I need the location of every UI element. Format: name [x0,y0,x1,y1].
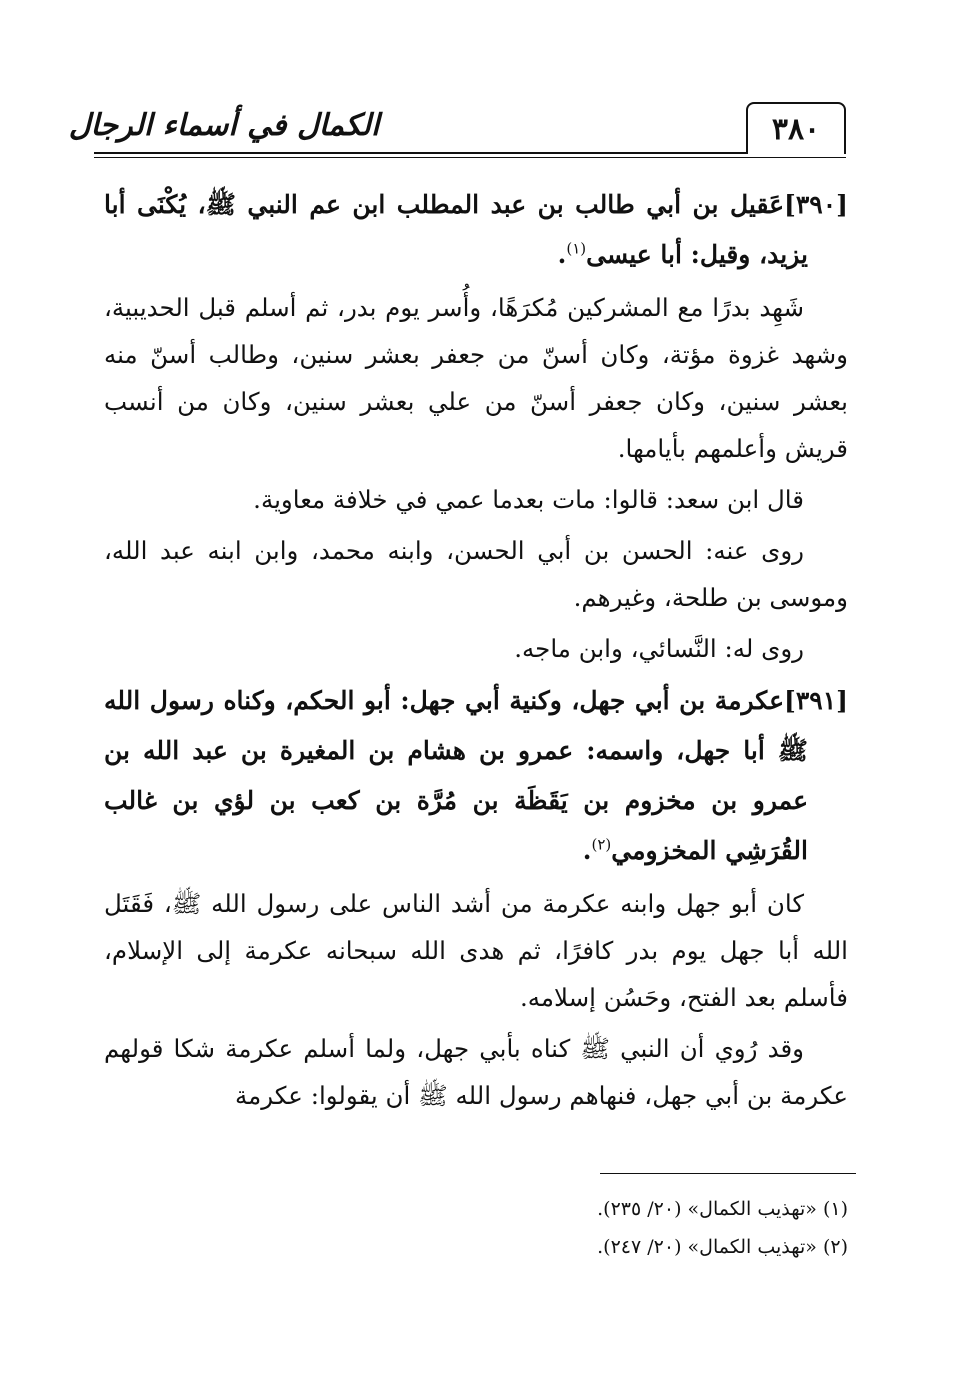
entry-heading [104,676,848,876]
body-paragraph: روى عنه: الحسن بن أبي الحسن، وابنه محمد، وابن ابنه عبد الله، وموسى بن طلحة، وغيرهم. [104,536,848,612]
heading-end: . [582,836,592,865]
page-body [104,180,848,1119]
footnote: (٢) «تهذيب الكمال» (٢٠/ ٢٤٧). [597,1236,848,1258]
entry-heading-text: عَقيل بن أبي طالب بن عبد المطلب ابن عم النبي ﷺ، يُكْنَى أبا يزيد، وقيل: أبا عيسى [104,190,808,269]
body-paragraph: قال ابن سعد: قالوا: مات بعدما عمي في خلافة معاوية. [253,485,804,514]
header-rule [94,152,846,154]
footnote: (١) «تهذيب الكمال» (٢٠/ ٢٣٥). [597,1198,848,1220]
body-paragraph: كان أبو جهل وابنه عكرمة من أشد الناس على رسول الله ﷺ، فَقَتَل الله أبا جهل يوم بدر كافرًا، ثم هدى الله سبحانه عكرمة إلى الإسلام، فأسلم بعد الفتح، وحَسُن إسلامه. [104,889,848,1012]
page-header [68,92,846,164]
entry-heading-text: عكرمة بن أبي جهل، وكنية أبي جهل: أبو الحكم، وكناه رسول الله ﷺ أبا جهل، واسمه: عمرو بن هشام بن المغيرة بن عبد الله بن عمرو بن مخزوم بن يَقَظَة بن مُرَّة بن كعب بن لؤي بن غالب القُرَشِي المخزومي [104,686,808,865]
page-number: ٣٨٠ [746,102,846,154]
footnote-separator [600,1173,856,1174]
entry-number: [٣٩١] [784,686,848,715]
footnote-ref[interactable]: (٢) [591,835,612,854]
heading-end: . [557,240,567,269]
body-paragraph: وقد رُوي أن النبي ﷺ كناه بأبي جهل، ولما أسلم عكرمة شكا قولهم عكرمة بن أبي جهل، فنهاهم رسول الله ﷺ أن يقولوا: عكرمة [104,1034,848,1110]
entry-heading [104,180,848,280]
book-title: الكمال في أسماء الرجال [68,107,380,143]
body-paragraph: روى له: النَّسائي، وابن ماجه. [514,634,804,663]
entry-number: [٣٩٠] [784,190,848,219]
footnote-ref[interactable]: (١) [566,239,587,258]
footnotes [104,1190,848,1266]
body-paragraph: شَهِد بدرًا مع المشركين مُكرَهًا، وأُسر يوم بدر، ثم أسلم قبل الحديبية، وشهد غزوة مؤتة، وكان أسنّ من جعفر بعشر سنين، وطالب أسنّ منه بعشر سنين، وكان جعفر أسنّ من علي بعشر سنين، وكان من أنسب قريش وأعلمهم بأيامها. [104,293,848,463]
header-rule-thin [94,157,846,158]
